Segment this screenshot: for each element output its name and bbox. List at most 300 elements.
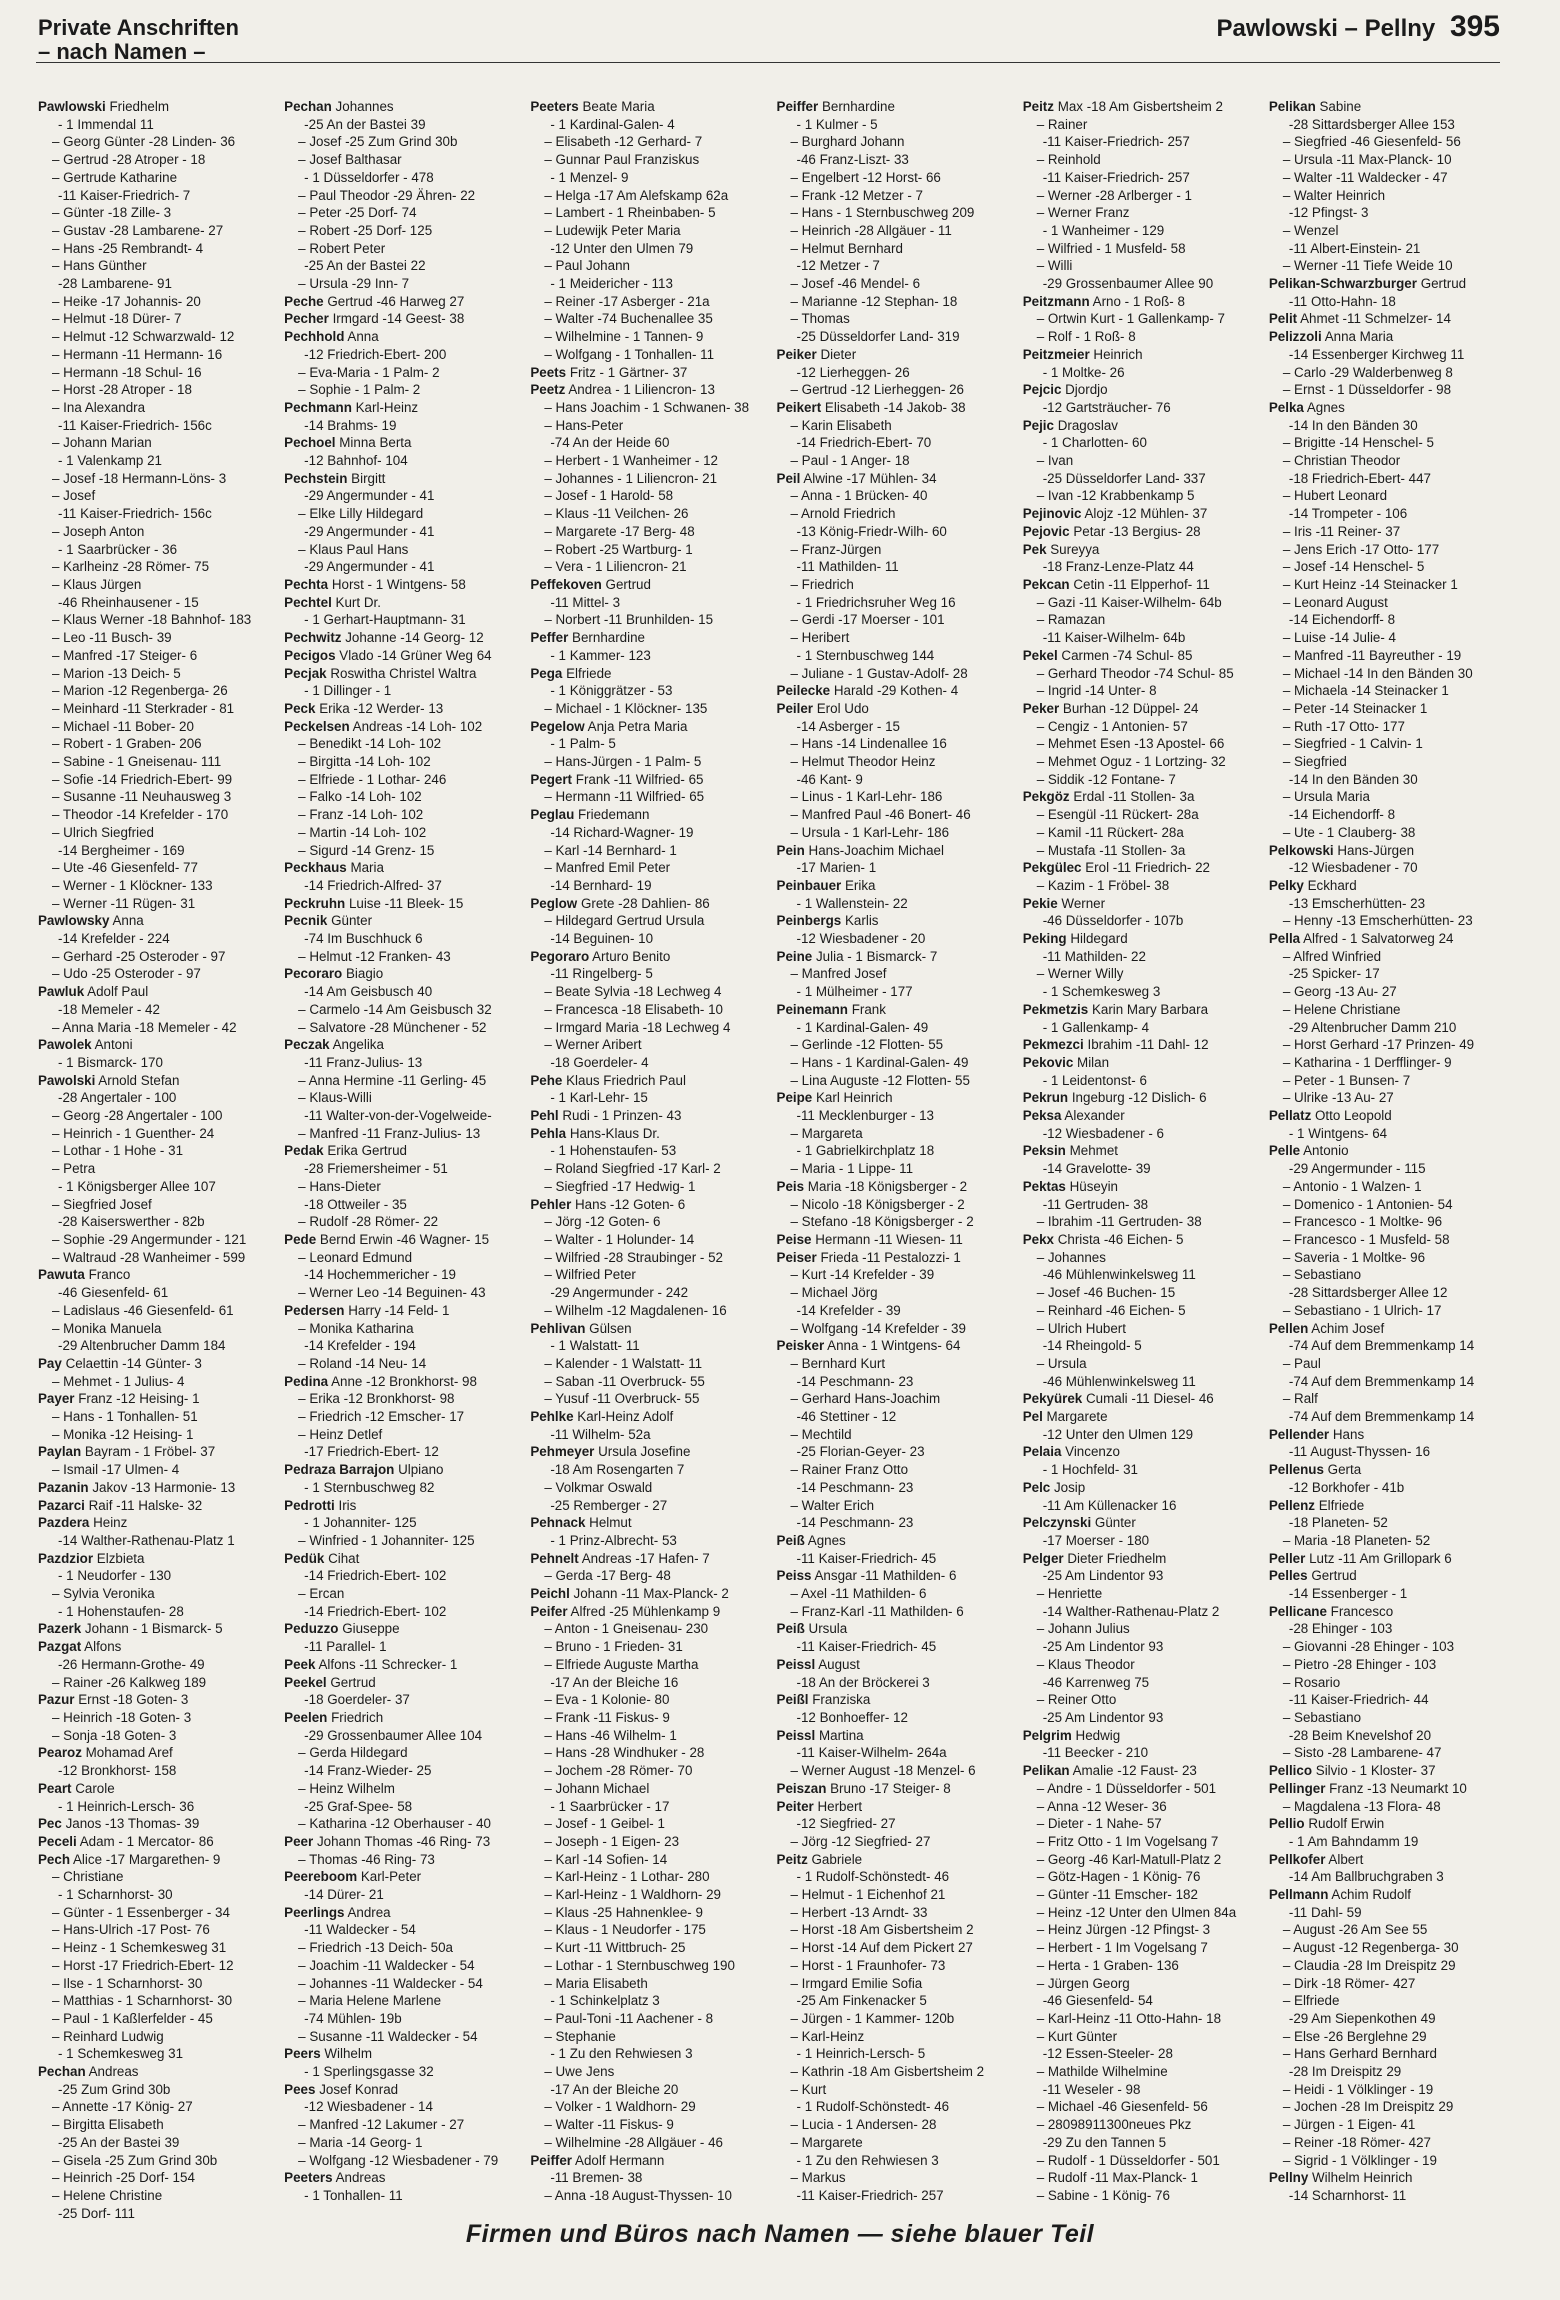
directory-entry-member: – Heinrich -25 Dorf- 154 [52,2170,195,2186]
directory-entry-member: – Ilse - 1 Scharnhorst- 30 [52,1975,203,1991]
directory-entry-member: – Volker - 1 Waldhorn- 29 [544,2099,696,2115]
directory-entry-member: – Reiner -17 Asberger - 21a [544,293,710,309]
surname: Pedak [284,1143,324,1159]
directory-entry-member: – Georg Günter -28 Linden- 36 [52,134,236,150]
directory-entry-surname [38,1815,272,1833]
directory-entry-surname [1023,895,1257,913]
directory-entry-member: – Carlo -29 Walderbenweg 8 [1282,364,1453,380]
directory-entry-member: – Petra [52,1161,96,1177]
directory-entry-address-line: - 1 Palm- 5 [550,736,616,752]
directory-entry-member: – Hans-Jürgen - 1 Palm- 5 [544,754,702,770]
given-name-address: Achim Josef [1311,1320,1385,1336]
surname: Pech [38,1851,71,1867]
directory-entry-surname [1023,541,1257,559]
directory-entry-member: – Roland Siegfried -17 Karl- 2 [544,1161,721,1177]
given-name-address: Werner [1061,895,1106,911]
directory-entry-address-line: -12 Wiesbadener - 6 [1042,1125,1165,1141]
directory-entry-member: – Klaus -25 Hahnenklee- 9 [544,1904,703,1920]
directory-entry-address-line: -11 Kaiser-Friedrich- 44 [1288,1692,1429,1708]
given-name-address: Karlis [845,913,879,929]
directory-entry-address-line: - 1 Schemkesweg 31 [58,2046,184,2062]
directory-entry-surname [1023,1443,1257,1461]
given-name-address: Horst - 1 Wintgens- 58 [331,576,466,592]
given-name-address: Celaettin -14 Günter- 3 [65,1355,202,1371]
directory-entry-member: – August -12 Regenberga- 30 [1282,1940,1459,1956]
directory-entry-member: – Wolfgang - 1 Tonhallen- 11 [544,346,715,362]
directory-entry-address-line: -28 Friemersheimer - 51 [304,1161,448,1177]
directory-entry-address-line: - 1 Sternbuschweg 82 [304,1479,435,1495]
directory-entry-surname [1023,930,1257,948]
directory-entry-surname [1269,1567,1503,1585]
directory-entry-member: – Wolfgang -12 Wiesbadener - 79 [298,2152,499,2168]
directory-entry-member: – Margareta [790,1125,863,1141]
given-name-address: Friedhelm [109,99,170,114]
directory-entry-surname [38,1550,272,1568]
directory-entry-member: – Peter - 1 Bunsen- 7 [1282,1072,1411,1088]
directory-entry-member: – Jürgen - 1 Kammer- 120b [790,2010,955,2026]
directory-entry-surname [777,1691,1011,1709]
directory-entry-member: – Helmut Bernhard [790,240,903,256]
directory-entry-member: – Georg -28 Angertaler - 100 [52,1108,223,1124]
directory-entry-member: – Franz-Karl -11 Mathilden- 6 [790,1603,964,1619]
directory-entry-surname [1269,1780,1503,1798]
directory-entry-member: – Herbert -13 Arndt- 33 [790,1904,928,1920]
directory-entry-member: – Helmut -12 Schwarzwald- 12 [52,329,235,345]
directory-entry-address-line: -25 Spicker- 17 [1288,966,1380,982]
directory-entry-surname [777,1337,1011,1355]
directory-entry-address-line: -17 Moerser - 180 [1042,1532,1150,1548]
directory-entry-member: – Paul [1282,1355,1321,1371]
directory-entry-member: – Heinz Detlef [298,1426,383,1442]
surname: Pedersen [284,1302,345,1318]
directory-entry-address-line: -12 Unter den Ulmen 129 [1042,1426,1194,1442]
directory-entry-member: – Ulrich Siegfried [52,824,154,840]
directory-entry-member: – Paul Theodor -29 Ähren- 22 [298,187,476,203]
directory-entry-address-line: - 1 Gallenkamp- 4 [1042,1019,1150,1035]
directory-entry-surname [1269,399,1503,417]
directory-entry-surname [284,399,518,417]
directory-entry-member: – Lothar - 1 Sternbuschweg 190 [544,1957,735,1973]
directory-entry-member: – Friedrich [790,576,854,592]
directory-entry-address-line: -25 An der Bastei 39 [304,116,426,132]
surname: Peiffer [530,2152,573,2168]
directory-entry-surname [284,310,518,328]
directory-entry-surname [1269,1603,1503,1621]
directory-entry-address-line: - 1 Kardinal-Galen- 4 [550,116,675,132]
directory-entry-surname [777,682,1011,700]
directory-entry-member: – Sabine - 1 Gneisenau- 111 [52,754,222,770]
directory-entry-member: – Georg -13 Au- 27 [1282,984,1397,1000]
given-name-address: Günter [1094,1515,1136,1531]
directory-entry-member: – Hubert Leonard [1282,488,1388,504]
directory-entry-member: – Mathilde Wilhelmine [1036,2064,1168,2080]
directory-entry-member: – Robert - 1 Graben- 206 [52,736,202,752]
directory-entry-surname [1023,505,1257,523]
surname: Peiker [776,346,817,362]
directory-entry-member: – Ulrich Hubert [1036,1320,1126,1336]
directory-entry-address-line: -14 Asberger - 15 [796,718,900,734]
directory-entry-surname [38,1443,272,1461]
directory-entry-address-line: -14 Krefelder - 224 [58,931,170,947]
directory-entry-member: – Gerdi -17 Moerser - 101 [790,612,945,628]
directory-entry-member: – Hans-Peter [544,417,624,433]
directory-entry-member: – Ibrahim -11 Gertruden- 38 [1036,1214,1202,1230]
directory-entry-address-line: -25 Am Finkenacker 5 [796,1993,927,2009]
directory-entry-address-line: - 1 Zu den Rehwiesen 3 [796,2152,939,2168]
directory-entry-address-line: -46 Kant- 9 [796,771,863,787]
directory-entry-member: – Mehmet - 1 Julius- 4 [52,1373,185,1389]
directory-entry-member: – Katharina - 1 Derfflinger- 9 [1282,1054,1452,1070]
directory-entry-surname [38,1390,272,1408]
directory-entry-surname [1023,381,1257,399]
directory-entry-address-line: -11 Mathilden- 11 [796,559,899,575]
directory-entry-member: – Andre - 1 Düsseldorfer - 501 [1036,1780,1217,1796]
given-name-address: Hans -12 Goten- 6 [575,1196,686,1212]
directory-entry-member: – Werner - 1 Klöckner- 133 [52,877,213,893]
directory-entry-address-line: -29 Angermunder - 41 [304,559,435,575]
surname: Pay [38,1355,62,1371]
directory-entry-surname [1023,1178,1257,1196]
listing-column-6 [1269,98,1503,2213]
directory-entry-address-line: -11 Kaiser-Friedrich- 257 [1042,134,1190,150]
given-name-address: Carmen -74 Schul- 85 [1061,647,1193,663]
directory-entry-address-line: -11 Kaiser-Friedrich- 257 [796,2187,944,2203]
directory-entry-member: – Reiner Otto [1036,1692,1117,1708]
directory-entry-member: – Wilhelm -12 Magdalenen- 16 [544,1302,727,1318]
given-name-address: Gabriele [811,1851,863,1867]
surname: Peissl [776,1656,816,1672]
directory-entry-address-line: -29 Zu den Tannen 5 [1042,2134,1167,2150]
directory-entry-address-line: - 1 Wintgens- 64 [1288,1125,1388,1141]
given-name-address: Margarete [1046,1409,1108,1425]
directory-entry-member: – Klaus - 1 Neudorfer - 175 [544,1922,706,1938]
surname: Peking [1022,931,1067,947]
directory-entry-address-line: -11 Kaiser-Friedrich- 156c [58,417,212,433]
directory-entry-member: – Wolfgang -14 Krefelder - 39 [790,1320,966,1336]
directory-entry-address-line: -11 Waldecker - 54 [304,1922,416,1938]
directory-entry-member: – Heinrich -28 Allgäuer - 11 [790,222,952,238]
directory-entry-surname [530,1550,764,1568]
given-name-address: Ursula [808,1621,848,1637]
directory-entry-member: – Manfred Josef [790,966,887,982]
directory-entry-surname [1023,1727,1257,1745]
directory-entry-member: – Ursula -11 Max-Planck- 10 [1282,152,1452,168]
directory-entry-member: – Bruno - 1 Frieden- 31 [544,1639,683,1655]
directory-entry-member: – Jürgen Georg [1036,1975,1130,1991]
directory-entry-surname [284,98,518,116]
given-name-address: Dragoslav [1057,417,1118,433]
directory-entry-member: – Ute -46 Giesenfeld- 77 [52,860,198,876]
directory-entry-address-line: -11 Wilhelm- 52a [550,1426,651,1442]
surname: Peczak [284,1037,330,1053]
surname: Pellinger [1268,1780,1326,1796]
directory-entry-member: – Josef -18 Hermann-Löns- 3 [52,470,227,486]
directory-entry-member: – Rudolf - 1 Düsseldorfer - 501 [1036,2152,1220,2168]
directory-entry-address-line: - 1 Charlotten- 60 [1042,435,1147,451]
directory-entry-surname [1269,842,1503,860]
given-name-address: Burhan -12 Düppel- 24 [1062,700,1199,716]
directory-entry-surname [530,806,764,824]
directory-entry-address-line: -18 Am Rosengarten 7 [550,1462,685,1478]
given-name-address: Klaus Friedrich Paul [566,1072,686,1088]
surname: Peiszan [776,1780,827,1796]
directory-entry-member: – Sisto -28 Lambarene- 47 [1282,1745,1442,1761]
directory-entry-member: – Josef [52,488,96,504]
given-name-address: Gertrud [605,576,651,592]
directory-entry-member: – Sebastiano - 1 Ulrich- 17 [1282,1302,1442,1318]
directory-entry-member: – Gisela -25 Zum Grind 30b [52,2152,218,2168]
given-name-address: Minna Berta [339,435,412,451]
directory-entry-member: – Ortwin Kurt - 1 Gallenkamp- 7 [1036,311,1225,327]
directory-entry-address-line: -14 Peschmann- 23 [796,1373,914,1389]
directory-entry-surname [1023,1550,1257,1568]
directory-entry-member: – Marion -13 Deich- 5 [52,665,181,681]
directory-entry-member: – Sofie -14 Friedrich-Ebert- 99 [52,771,233,787]
directory-entry-surname [284,1833,518,1851]
given-name-address: Arturo Benito [592,948,671,964]
directory-entry-member: – Paul-Toni -11 Aachener - 8 [544,2010,714,2026]
given-name-address: Janos -13 Thomas- 39 [65,1816,200,1832]
directory-entry-surname [284,1373,518,1391]
directory-entry-address-line: -18 Goerdeler- 37 [304,1692,410,1708]
directory-entry-member: – Hermann -11 Hermann- 16 [52,346,223,362]
given-name-address: Julia - 1 Bismarck- 7 [815,948,938,964]
surname: Pecjak [284,665,327,681]
directory-entry-member: – Carmelo -14 Am Geisbusch 32 [298,1001,492,1017]
surname: Peker [1022,700,1060,716]
directory-entry-address-line: -11 Bremen- 38 [550,2170,643,2186]
surname: Pejcic [1022,382,1062,398]
surname: Pegelow [530,718,585,734]
directory-entry-surname [38,1691,272,1709]
directory-entry-surname [530,1443,764,1461]
directory-entry-address-line: - 1 Johanniter- 125 [304,1515,417,1531]
directory-entry-member: – Anna Hermine -11 Gerling- 45 [298,1072,487,1088]
surname: Pelikan [1022,1763,1070,1779]
given-name-address: Fritz - 1 Gärtner- 37 [569,364,688,380]
directory-entry-surname [1269,1426,1503,1444]
surname: Pechan [38,2064,86,2080]
directory-entry-member: – Elfriede [1282,1993,1340,2009]
directory-entry-surname [38,1072,272,1090]
directory-entry-surname [1269,310,1503,328]
directory-entry-address-line: - 1 Sperlingsgasse 32 [304,2064,434,2080]
directory-entry-surname [284,576,518,594]
directory-entry-member: – Lina Auguste -12 Flotten- 55 [790,1072,970,1088]
directory-entry-member: – Götz-Hagen - 1 König- 76 [1036,1869,1201,1885]
directory-entry-address-line: -46 Mühlenwinkelsweg 11 [1042,1373,1196,1389]
surname: Pecoraro [284,966,343,982]
directory-entry-member: – Friedrich -13 Deich- 50a [298,1940,453,1956]
directory-entry-member: – Michael - 1 Klöckner- 135 [544,700,708,716]
directory-entry-member: – Hans-Ulrich -17 Post- 76 [52,1922,210,1938]
directory-entry-member: – Jens Erich -17 Otto- 177 [1282,541,1440,557]
directory-entry-member: – Johannes -11 Waldecker - 54 [298,1975,483,1991]
directory-entry-surname [284,1036,518,1054]
given-name-address: Amalie -12 Faust- 23 [1072,1763,1197,1779]
listing-column-3 [530,98,764,2213]
directory-entry-member: – Rainer Franz Otto [790,1462,909,1478]
directory-entry-surname [777,948,1011,966]
directory-entry-address-line: -25 Florian-Geyer- 23 [796,1444,925,1460]
surname: Pazdera [38,1515,90,1531]
directory-entry-member: – Hans - 1 Sternbuschweg 209 [790,205,975,221]
directory-entry-member: – Heribert [790,630,850,646]
directory-entry-member: – Vera - 1 Liliencron- 21 [544,559,687,575]
surname: Peiss [776,1568,812,1584]
surname: Pekcan [1022,576,1070,592]
given-name-address: Elfriede [566,665,612,681]
directory-entry-member: – Winfried - 1 Johanniter- 125 [298,1532,475,1548]
directory-entry-member: – Gazi -11 Kaiser-Wilhelm- 64b [1036,594,1222,610]
given-name-address: Cumali -11 Diesel- 46 [1085,1391,1214,1407]
surname: Pehla [530,1125,567,1141]
directory-entry-member: – Maria Elisabeth [544,1975,648,1991]
directory-entry-address-line: -11 Otto-Hahn- 18 [1288,293,1396,309]
directory-entry-surname [1269,328,1503,346]
directory-entry-member: – Ruth -17 Otto- 177 [1282,718,1405,734]
directory-entry-address-line: -12 Borkhofer - 41b [1288,1479,1405,1495]
given-name-address: Heinrich [1093,346,1143,362]
given-name-address: Hildegard [1070,931,1128,947]
given-name-address: Sureyya [1050,541,1100,557]
listing-column-1 [38,98,272,2221]
given-name-address: Dieter [820,346,857,362]
given-name-address: Hans-Joachim Michael [808,842,944,858]
surname: Pechmann [284,399,352,415]
directory-entry-surname [530,895,764,913]
directory-entry-member: – Klaus-Willi [298,1090,372,1106]
directory-entry-member: – Werner Leo -14 Beguinen- 43 [298,1285,486,1301]
directory-entry-address-line: - 1 Wallenstein- 22 [796,895,908,911]
surname: Pekgöz [1022,789,1070,805]
directory-entry-address-line: -14 Am Ballbruchgraben 3 [1288,1869,1444,1885]
directory-entry-member: – Christiane [52,1869,124,1885]
directory-entry-member: – Werner Willy [1036,966,1124,982]
directory-entry-surname [38,1744,272,1762]
given-name-address: Karl-Heinz [355,399,419,415]
surname: Peiter [776,1798,814,1814]
given-name-address: Andrea [347,1904,391,1920]
directory-entry-member: – Paul - 1 Kaßlerfelder - 45 [52,2010,213,2026]
directory-entry-surname [1023,1054,1257,1072]
directory-entry-surname [530,1107,764,1125]
directory-entry-address-line: -14 Am Geisbusch 40 [304,984,433,1000]
surname: Peine [776,948,813,964]
directory-entry-address-line: - 1 Tonhallen- 11 [304,2187,403,2203]
directory-entry-surname [284,647,518,665]
directory-entry-member: – Horst -28 Atroper - 18 [52,382,192,398]
given-name-address: Alfons [84,1639,122,1655]
directory-entry-member: – Karl-Heinz -11 Otto-Hahn- 18 [1036,2010,1222,2026]
directory-entry-member: – Gertrud -28 Atroper - 18 [52,152,206,168]
directory-entry-member: – Walter Heinrich [1282,187,1386,203]
directory-entry-member: – Franz-Jürgen [790,541,882,557]
directory-entry-member: – Karl-Heinz - 1 Lothar- 280 [544,1869,710,1885]
directory-entry-member: – Uwe Jens [544,2064,615,2080]
directory-entry-member: – Anna - 1 Brücken- 40 [790,488,928,504]
surname: Peifer [530,1603,568,1619]
directory-entry-address-line: -14 Scharnhorst- 11 [1288,2187,1407,2203]
directory-entry-address-line: -14 Beguinen- 10 [550,931,654,947]
directory-entry-surname [284,1656,518,1674]
given-name-address: Alice -17 Margarethen- 9 [73,1851,221,1867]
given-name-address: Erika Gertrud [327,1143,407,1159]
given-name-address: Franziska [812,1692,871,1708]
directory-entry-member: – Ina Alexandra [52,399,146,415]
directory-entry-member: – Helga -17 Am Alefskamp 62a [544,187,729,203]
directory-entry-surname [530,2152,764,2170]
given-name-address: Carole [75,1780,115,1796]
directory-entry-surname [38,1638,272,1656]
given-name-address: Elisabeth -14 Jakob- 38 [824,399,966,415]
directory-entry-address-line: -25 Am Lindentor 93 [1042,1639,1164,1655]
directory-entry-member: – Matthias - 1 Scharnhorst- 30 [52,1993,233,2009]
directory-entry-member: – Werner -11 Rügen- 31 [52,895,196,911]
directory-entry-member: – Horst -18 Am Gisbertsheim 2 [790,1922,974,1938]
surname: Pechan [284,99,332,114]
directory-entry-address-line: -14 Friedrich-Ebert- 102 [304,1603,447,1619]
directory-entry-address-line: -28 Sittardsberger Allee 153 [1288,116,1455,132]
directory-entry-member: – Klaus Theodor [1036,1656,1135,1672]
surname: Peffekoven [530,576,602,592]
directory-entry-member: – Robert -25 Dorf- 125 [298,222,433,238]
directory-entry-member: – Sebastiano [1282,1709,1362,1725]
given-name-address: Johanne -14 Georg- 12 [345,630,484,646]
given-name-address: Grete -28 Dahlien- 86 [580,895,710,911]
surname: Pegoraro [530,948,590,964]
directory-entry-member: – Sebastiano [1282,1267,1362,1283]
directory-entry-member: – Roland -14 Neu- 14 [298,1355,427,1371]
surname: Pelaia [1022,1444,1062,1460]
given-name-address: Andreas [335,2170,386,2186]
directory-entry-member: – Meinhard -11 Sterkrader - 81 [52,700,235,716]
directory-entry-surname [284,594,518,612]
name-range: Pawlowski – Pellny [1216,15,1436,42]
directory-entry-member: – Elke Lilly Hildegard [298,506,424,522]
directory-entry-surname [1023,700,1257,718]
surname: Peiler [776,700,813,716]
directory-entry-member: – Ursula Maria [1282,789,1370,805]
directory-entry-surname [777,1851,1011,1869]
surname: Pellatz [1268,1108,1312,1124]
directory-entry-surname [284,859,518,877]
directory-entry-member: – Jörg -12 Siegfried- 27 [790,1833,931,1849]
directory-entry-surname [284,912,518,930]
surname: Pellio [1268,1816,1305,1832]
directory-entry-member: – Ivan [1036,453,1074,469]
directory-entry-member: – Kurt -14 Krefelder - 39 [790,1267,935,1283]
directory-entry-member: – Luise -14 Julie- 4 [1282,630,1396,646]
directory-entry-address-line: -11 Mathilden- 22 [1042,948,1146,964]
given-name-address: Erol Udo [816,700,869,716]
directory-entry-address-line: -25 Am Lindentor 93 [1042,1568,1164,1584]
directory-entry-address-line: -14 Friedrich-Alfred- 37 [304,877,442,893]
directory-entry-address-line: - 1 Immendal 11 [58,116,154,132]
given-name-address: Anna [112,913,144,929]
surname: Pehe [530,1072,563,1088]
directory-entry-member: – Rolf - 1 Roß- 8 [1036,329,1136,345]
given-name-address: Franco [88,1267,131,1283]
directory-entry-address-line: -25 Dorf- 111 [58,2205,135,2221]
directory-entry-surname [530,1125,764,1143]
directory-entry-address-line: -28 Im Dreispitz 29 [1288,2064,1402,2080]
directory-entry-member: – Heinz Jürgen -12 Pfingst- 3 [1036,1922,1211,1938]
surname: Pelczynski [1022,1515,1092,1531]
directory-entry-member: – Gerlinde -12 Flotten- 55 [790,1037,944,1053]
given-name-address: Harald -29 Kothen- 4 [833,683,959,699]
directory-entry-member: – Leonard Edmund [298,1249,413,1265]
